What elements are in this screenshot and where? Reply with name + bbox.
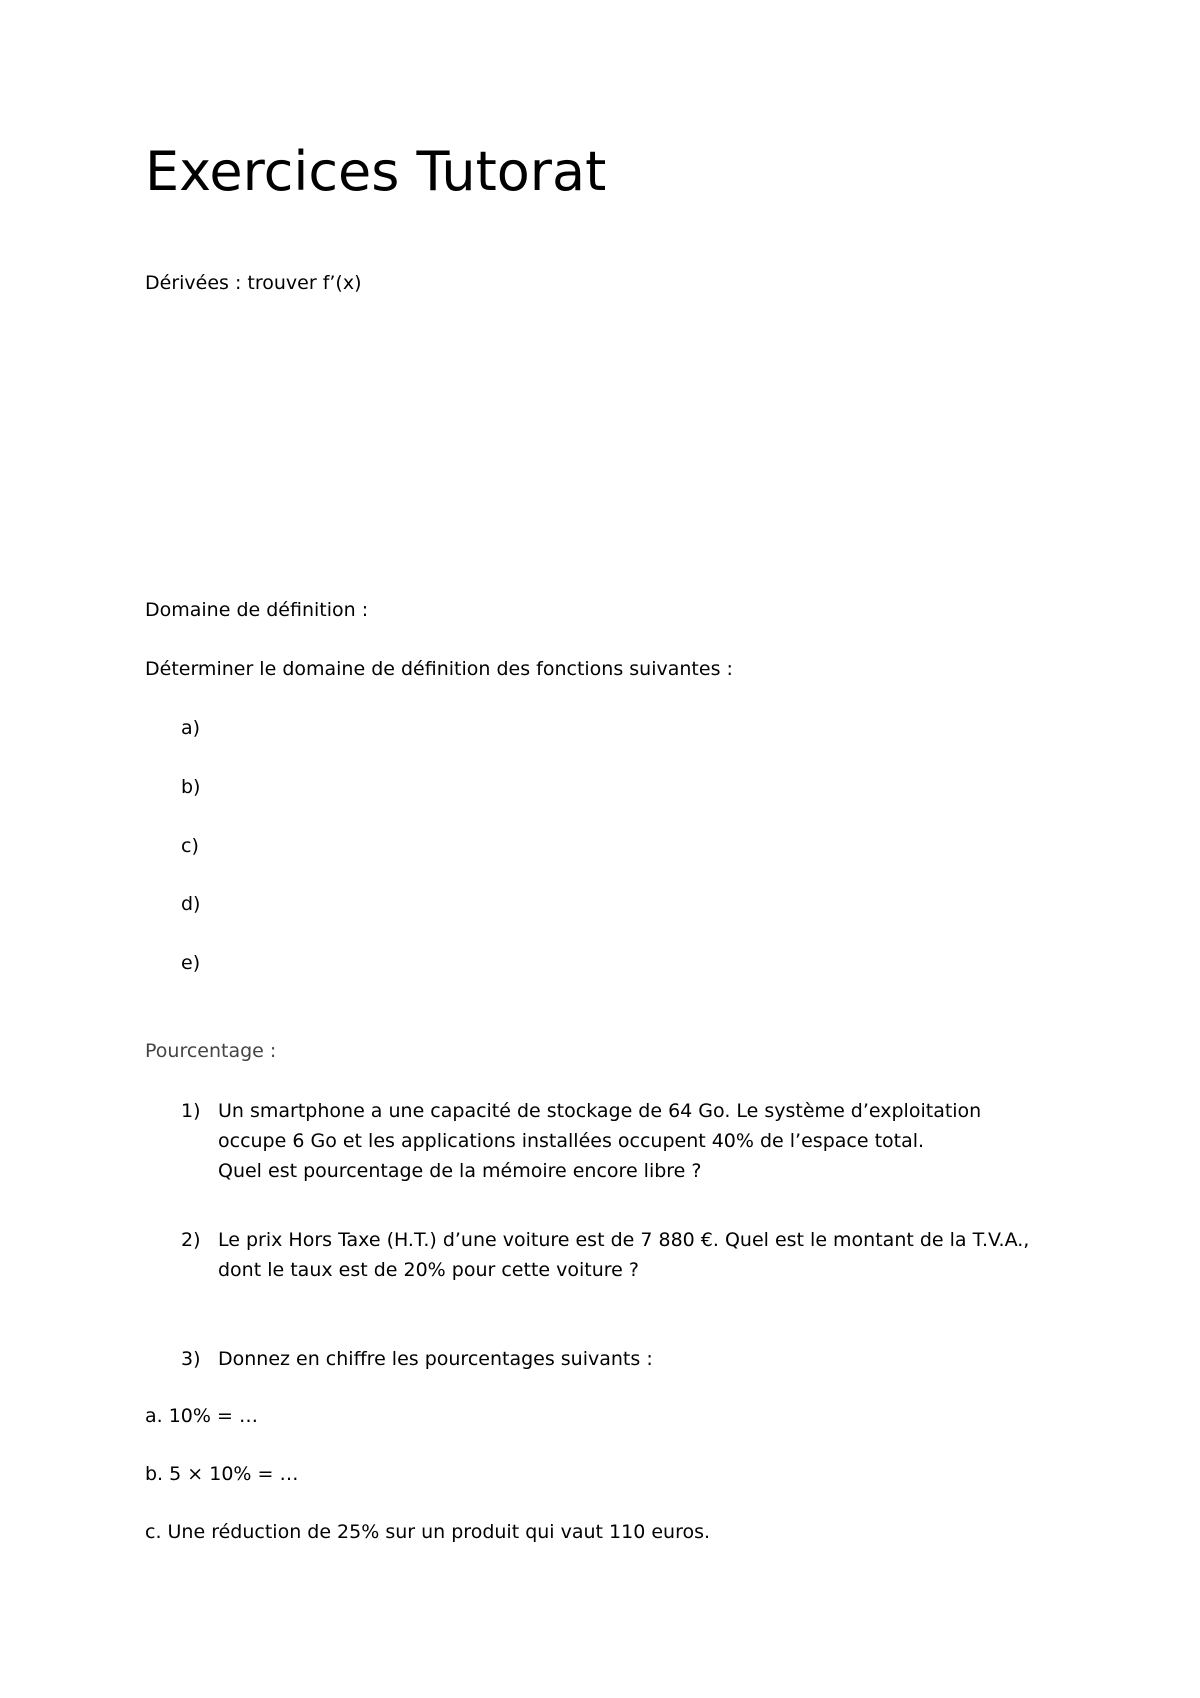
page-title: Exercices Tutorat (145, 140, 607, 203)
question-number: 1) (181, 1100, 201, 1122)
domaine-item-a: a) (181, 717, 201, 739)
domaine-heading: Domaine de définition : (145, 599, 369, 621)
domaine-item-c: c) (181, 835, 199, 857)
pourcentage-heading: Pourcentage : (145, 1040, 277, 1062)
question-number: 3) (181, 1348, 201, 1370)
question-number: 2) (181, 1229, 201, 1251)
question-text (218, 1225, 1068, 1285)
question-line: occupe 6 Go et les applications installées occupent 40% de l’espace total. (218, 1130, 925, 1152)
domaine-item-d: d) (181, 893, 201, 915)
derivees-heading: Dérivées : trouver f’(x) (145, 272, 362, 294)
domaine-item-b: b) (181, 776, 201, 798)
question-text (218, 1344, 1068, 1374)
question-line: dont le taux est de 20% pour cette voiture ? (218, 1259, 639, 1281)
question-text (218, 1096, 1068, 1186)
question-line: Le prix Hors Taxe (H.T.) d’une voiture est de 7 880 €. Quel est le montant de la T.V.A., (218, 1229, 1030, 1251)
subitem-c: c. Une réduction de 25% sur un produit qui vaut 110 euros. (145, 1521, 711, 1543)
question-line: Un smartphone a une capacité de stockage de 64 Go. Le système d’exploitation (218, 1100, 982, 1122)
domaine-instruction: Déterminer le domaine de définition des fonctions suivantes : (145, 658, 733, 680)
question-line: Quel est pourcentage de la mémoire encore libre ? (218, 1160, 702, 1182)
subitem-a: a. 10% = … (145, 1405, 258, 1427)
domaine-item-e: e) (181, 952, 201, 974)
question-line: Donnez en chiffre les pourcentages suivants : (218, 1348, 653, 1370)
subitem-b: b. 5 × 10% = … (145, 1463, 299, 1485)
